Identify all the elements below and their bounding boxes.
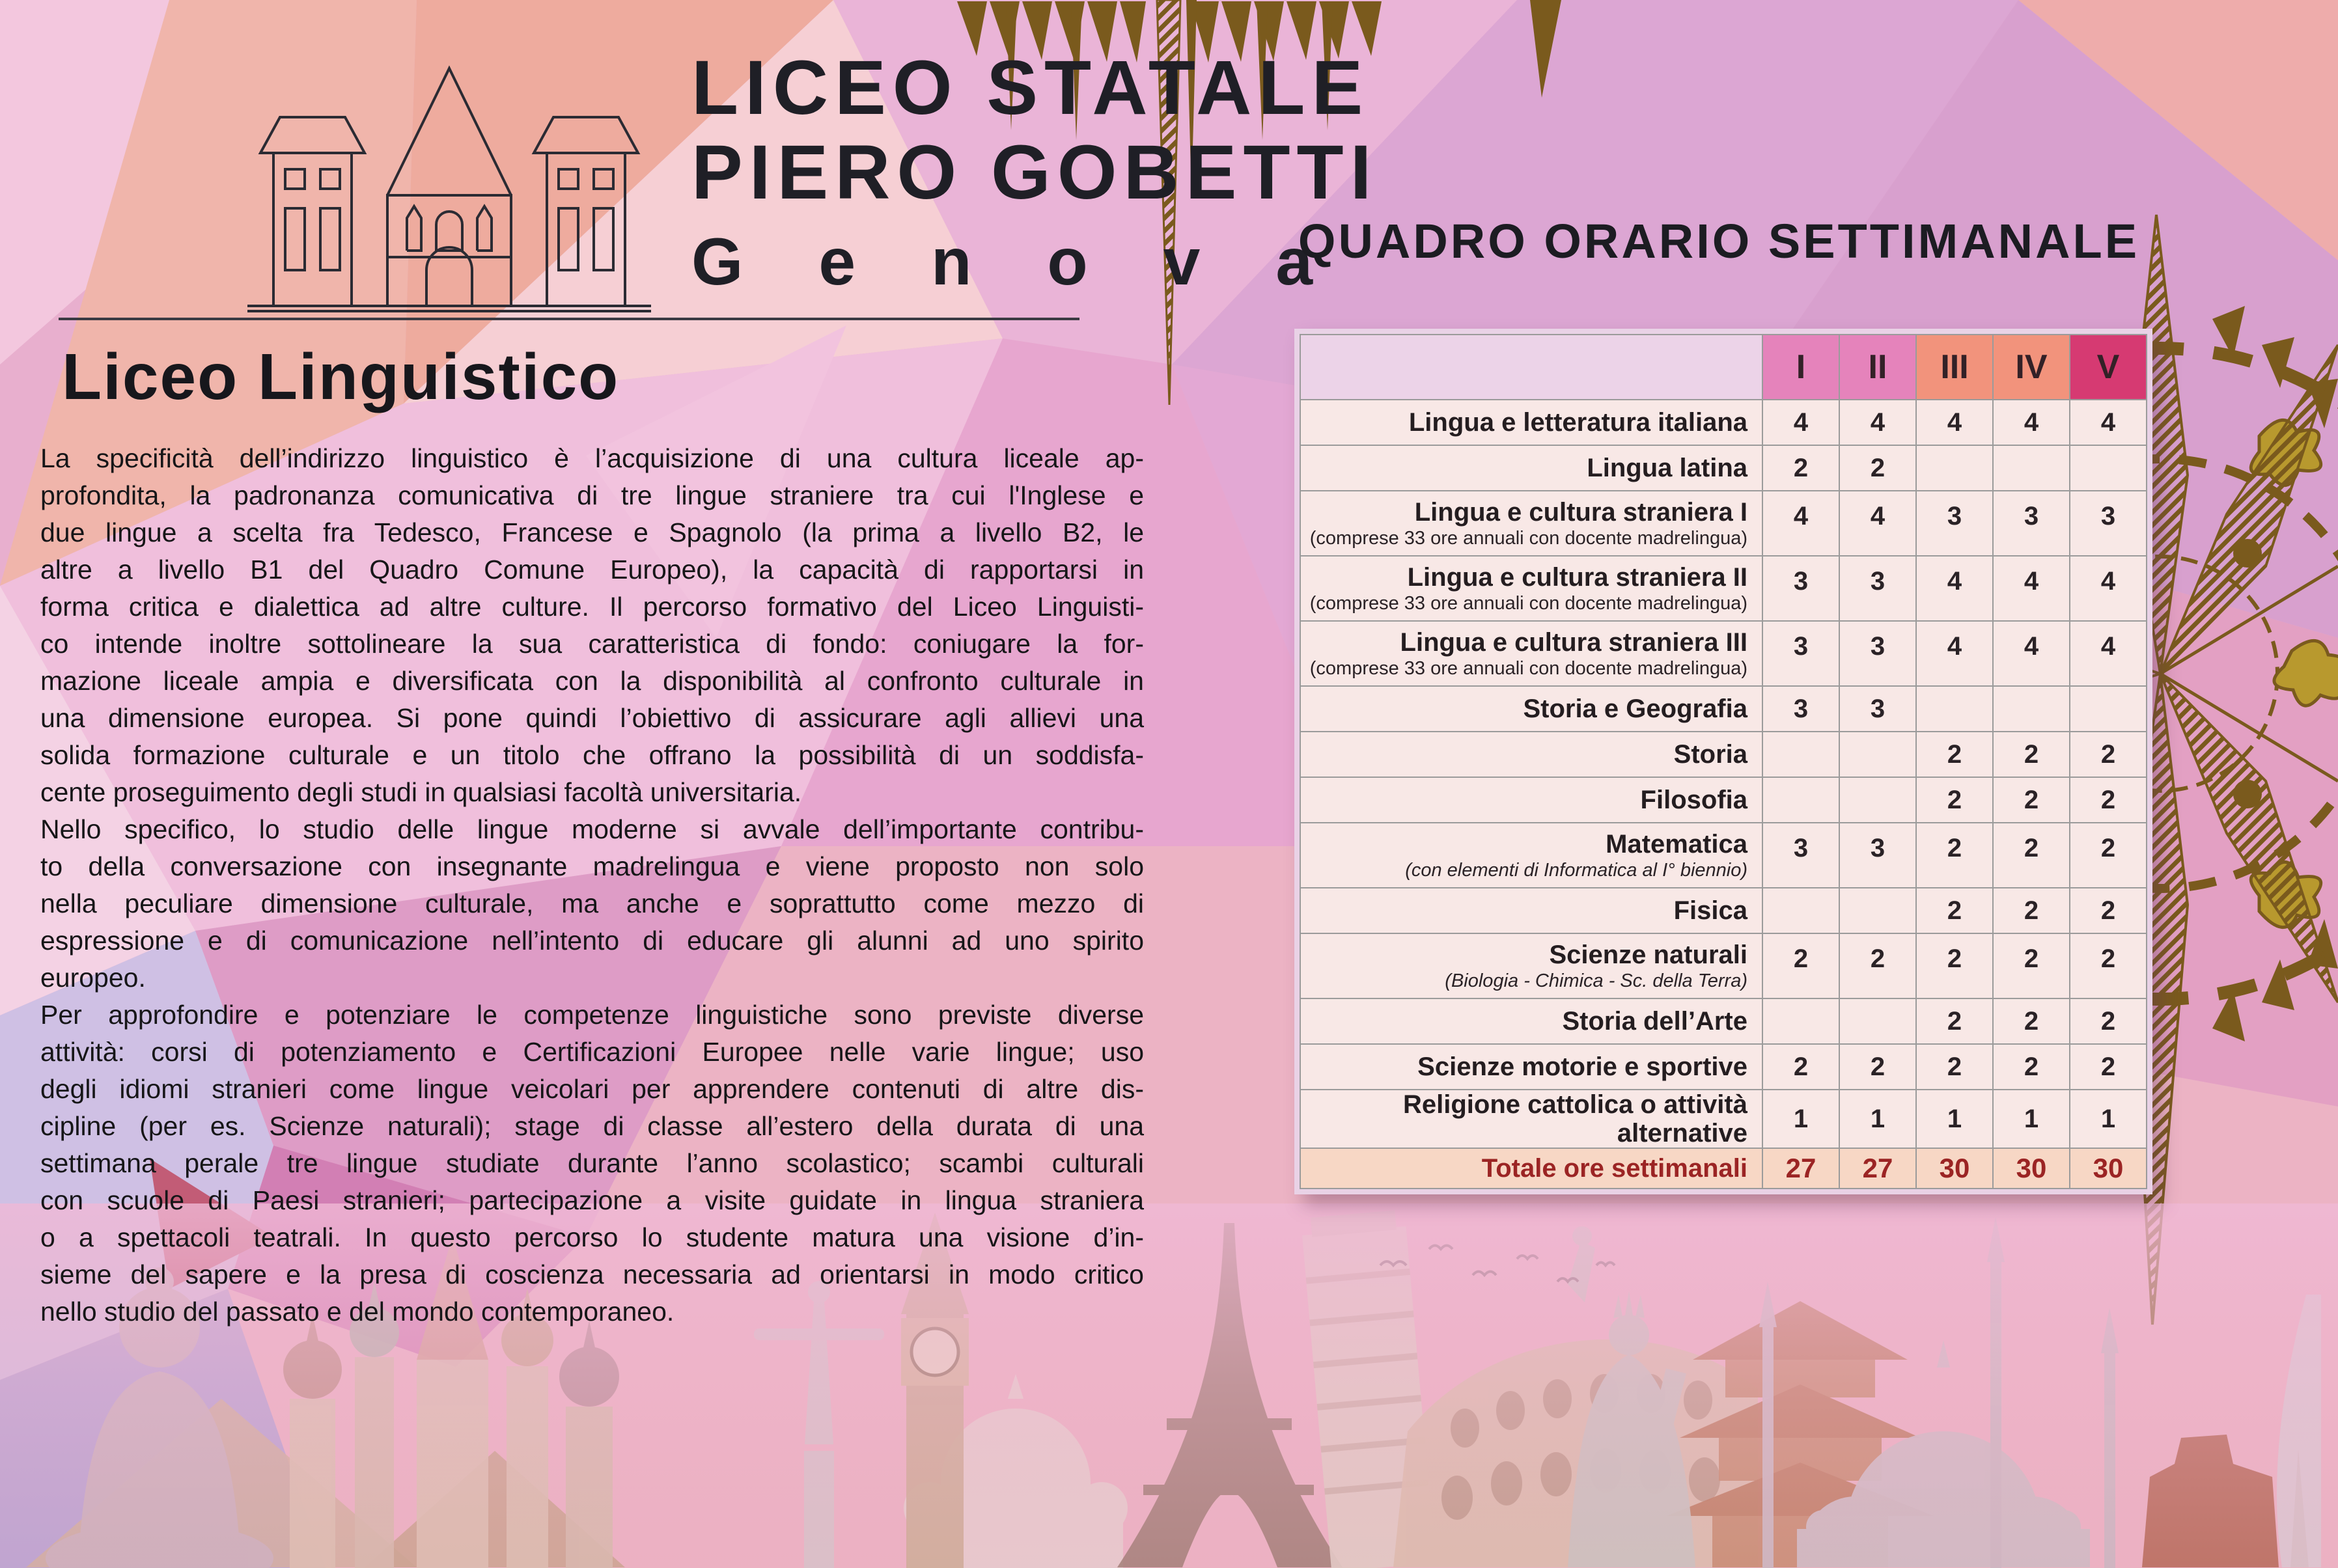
body-line: settimana perale tre lingue studiate durante l’anno scolastico; scambi culturali: [40, 1148, 1144, 1178]
subject-label: Scienze motorie e sportive: [1417, 1052, 1747, 1081]
hours-cell: 2: [2070, 888, 2147, 933]
hours-cell: 2: [1916, 777, 1993, 823]
year-column-header: V: [2070, 335, 2147, 400]
subject-label: Lingua e cultura straniera II: [1407, 563, 1747, 592]
hours-cell: 4: [1839, 400, 1916, 445]
hours-cell: 4: [1993, 621, 2070, 686]
subject-sublabel: (con elementi di Informatica al I° biennio): [1405, 860, 1747, 881]
subject-row: [1300, 556, 2147, 621]
year-column-header: I: [1762, 335, 1839, 400]
hours-cell: 2: [1916, 732, 1993, 777]
school-building-icon: [221, 62, 677, 316]
hours-cell: 1: [1762, 1090, 1839, 1148]
hours-cell: 2: [1762, 933, 1839, 998]
page-title: Liceo Linguistico: [62, 340, 620, 413]
total-row: [1300, 1148, 2147, 1189]
hours-cell: 3: [1762, 556, 1839, 621]
subject-row: [1300, 732, 2147, 777]
hours-cell: 1: [1839, 1090, 1916, 1148]
hours-cell: 2: [2070, 777, 2147, 823]
subject-label: Storia: [1673, 740, 1747, 769]
hours-cell: 1: [2070, 1090, 2147, 1148]
hours-cell: [1762, 888, 1839, 933]
hours-cell: 2: [2070, 933, 2147, 998]
hours-cell: 2: [1916, 998, 1993, 1044]
subject-label: Lingua latina: [1587, 454, 1747, 482]
body-line: attività: corsi di potenziamento e Certificazioni Europee nelle varie lingue; uso: [40, 1037, 1144, 1067]
hours-cell: 2: [2070, 1044, 2147, 1090]
subject-row: [1300, 823, 2147, 888]
hours-cell: 4: [1762, 400, 1839, 445]
hours-cell: 2: [1762, 1044, 1839, 1090]
body-line: con scuole di Paesi stranieri; partecipazione a visite guidate in lingua straniera: [40, 1185, 1144, 1215]
body-line: nella peculiare dimensione culturale, ma anche e soprattutto come mezzo di: [40, 888, 1144, 918]
hours-cell: 30: [1916, 1148, 1993, 1189]
hours-cell: 3: [1762, 686, 1839, 732]
subject-row: [1300, 491, 2147, 556]
hours-cell: 2: [1916, 888, 1993, 933]
body-line: forma critica e dialettica ad altre culture. Il percorso formativo del Liceo Linguisti-: [40, 592, 1144, 622]
subject-label: Matematica: [1606, 830, 1747, 859]
hours-cell: 3: [1762, 621, 1839, 686]
year-column-header: II: [1839, 335, 1916, 400]
hours-cell: 30: [2070, 1148, 2147, 1189]
hours-cell: [1839, 732, 1916, 777]
body-line: solida formazione culturale e un titolo che offrano la possibilità di un soddisfa-: [40, 740, 1144, 770]
hours-cell: [1762, 732, 1839, 777]
hours-cell: 3: [1916, 491, 1993, 556]
hours-cell: 2: [1993, 1044, 2070, 1090]
hours-cell: 4: [2070, 556, 2147, 621]
hours-cell: 4: [1993, 400, 2070, 445]
hours-cell: [1839, 777, 1916, 823]
hours-cell: 4: [1916, 621, 1993, 686]
body-line: mazione liceale ampia e diversificata con la disponibilità al confronto culturale in: [40, 666, 1144, 696]
hours-cell: 4: [1916, 556, 1993, 621]
hours-cell: 1: [1916, 1090, 1993, 1148]
hours-cell: 27: [1839, 1148, 1916, 1189]
subject-label: Scienze naturali: [1549, 941, 1747, 969]
subject-sublabel: (Biologia - Chimica - Sc. della Terra): [1445, 970, 1747, 991]
subject-row: [1300, 933, 2147, 998]
body-line: cipline (per es. Scienze naturali); stage di classe all’estero della durata di una: [40, 1111, 1144, 1141]
subject-label: Fisica: [1673, 896, 1747, 925]
hours-cell: 3: [2070, 491, 2147, 556]
body-line: espressione e di comunicazione nell’intento di educare gli alunni ad uno spirito: [40, 926, 1144, 956]
subject-label: Storia dell’Arte: [1562, 1007, 1747, 1036]
header-divider: [59, 318, 1079, 320]
subject-row: [1300, 777, 2147, 823]
subject-row: [1300, 998, 2147, 1044]
hours-cell: [1916, 445, 1993, 491]
subject-label: Lingua e letteratura italiana: [1408, 408, 1747, 437]
subject-sublabel: (comprese 33 ore annuali con docente madrelingua): [1309, 593, 1747, 614]
hours-cell: 2: [1993, 888, 2070, 933]
hours-cell: 3: [1762, 823, 1839, 888]
hours-cell: 4: [1839, 491, 1916, 556]
hours-cell: 4: [1993, 556, 2070, 621]
subject-label: Religione cattolica o attività alternative: [1402, 1090, 1747, 1148]
subject-row: [1300, 1090, 2147, 1148]
hours-cell: 2: [1993, 933, 2070, 998]
hours-cell: [1839, 888, 1916, 933]
hours-cell: 2: [1993, 777, 2070, 823]
hours-cell: 2: [1993, 823, 2070, 888]
hours-cell: 3: [1839, 621, 1916, 686]
hours-cell: 4: [2070, 400, 2147, 445]
hours-cell: [1993, 686, 2070, 732]
article-text: [40, 440, 1144, 1330]
subject-row: [1300, 1044, 2147, 1090]
hours-cell: 4: [2070, 621, 2147, 686]
timetable-frame: [1294, 329, 2152, 1194]
subject-label: Lingua e cultura straniera I: [1414, 498, 1747, 527]
body-line: co intende inoltre sottolineare la sua caratteristica di fondo: coniugare la for-: [40, 629, 1144, 659]
body-line: altre a livello B1 del Quadro Comune Europeo), la capacità di rapportarsi in: [40, 555, 1144, 585]
hours-cell: [1993, 445, 2070, 491]
subject-row: [1300, 888, 2147, 933]
body-line: to della conversazione con insegnante madrelingua e viene proposto non solo: [40, 851, 1144, 881]
subject-row: [1300, 445, 2147, 491]
year-column-header: III: [1916, 335, 1993, 400]
hours-cell: [2070, 686, 2147, 732]
body-line: degli idiomi stranieri come lingue veicolari per apprendere contenuti di altre dis-: [40, 1074, 1144, 1104]
hours-cell: [1916, 686, 1993, 732]
subject-label: Storia e Geografia: [1523, 695, 1747, 723]
body-line: europeo.: [40, 963, 146, 993]
hours-cell: 2: [2070, 732, 2147, 777]
subject-label: Filosofia: [1640, 786, 1747, 814]
subject-row: [1300, 400, 2147, 445]
hours-cell: 2: [1916, 933, 1993, 998]
hours-cell: 2: [1916, 1044, 1993, 1090]
hours-cell: 3: [1993, 491, 2070, 556]
subject-row: [1300, 621, 2147, 686]
subject-sublabel: (comprese 33 ore annuali con docente madrelingua): [1309, 528, 1747, 549]
body-line: Nello specifico, lo studio delle lingue moderne si avvale dell’importante contribu-: [40, 814, 1144, 844]
hours-cell: 2: [1839, 1044, 1916, 1090]
hours-cell: 3: [1839, 686, 1916, 732]
school-city: Genova: [691, 225, 1389, 299]
hours-cell: 3: [1839, 823, 1916, 888]
hours-cell: 4: [1916, 400, 1993, 445]
total-label: Totale ore settimanali: [1481, 1154, 1747, 1183]
hours-cell: [1839, 998, 1916, 1044]
hours-cell: 27: [1762, 1148, 1839, 1189]
subject-sublabel: (comprese 33 ore annuali con docente madrelingua): [1309, 658, 1747, 679]
body-line: una dimensione europea. Si pone quindi l’obiettivo di assicurare agli allievi una: [40, 703, 1144, 733]
body-line: Per approfondire e potenziare le competenze linguistiche sono previste diverse: [40, 1000, 1144, 1030]
hours-cell: 1: [1993, 1090, 2070, 1148]
hours-cell: 2: [2070, 823, 2147, 888]
body-line: sieme del sapere e la presa di coscienza necessaria ad orientarsi in modo critico: [40, 1259, 1144, 1289]
timetable-title: QUADRO ORARIO SETTIMANALE: [1298, 214, 2140, 268]
hours-cell: 3: [1839, 556, 1916, 621]
hours-cell: 4: [1762, 491, 1839, 556]
hours-cell: 2: [1916, 823, 1993, 888]
body-line: due lingue a scelta fra Tedesco, Francese e Spagnolo (la prima a livello B2, le: [40, 517, 1144, 547]
hours-cell: 2: [1839, 445, 1916, 491]
subject-label: Lingua e cultura straniera III: [1400, 628, 1747, 657]
hours-cell: 2: [1993, 732, 2070, 777]
school-name-line1: LICEO STATALE: [691, 45, 1370, 131]
timetable-corner-cell: [1300, 335, 1762, 400]
school-name-line2: PIERO GOBETTI: [691, 130, 1378, 215]
hours-cell: 2: [1762, 445, 1839, 491]
body-line: profondita, la padronanza comunicativa di tre lingue straniere tra cui l'Inglese e: [40, 480, 1144, 510]
body-line: nello studio del passato e del mondo contemporaneo.: [40, 1297, 675, 1327]
body-line: o a spettacoli teatrali. In questo percorso lo studente matura una visione d’in-: [40, 1222, 1144, 1252]
hours-cell: 30: [1993, 1148, 2070, 1189]
hours-cell: 2: [2070, 998, 2147, 1044]
hours-cell: [1762, 777, 1839, 823]
body-line: La specificità dell’indirizzo linguistico è l’acquisizione di una cultura liceale ap-: [40, 443, 1144, 473]
hours-cell: [2070, 445, 2147, 491]
subject-row: [1300, 686, 2147, 732]
timetable: [1300, 334, 2147, 1189]
hours-cell: 2: [1839, 933, 1916, 998]
body-line: cente proseguimento degli studi in qualsiasi facoltà universitaria.: [40, 777, 802, 807]
hours-cell: 2: [1993, 998, 2070, 1044]
hours-cell: [1762, 998, 1839, 1044]
year-column-header: IV: [1993, 335, 2070, 400]
